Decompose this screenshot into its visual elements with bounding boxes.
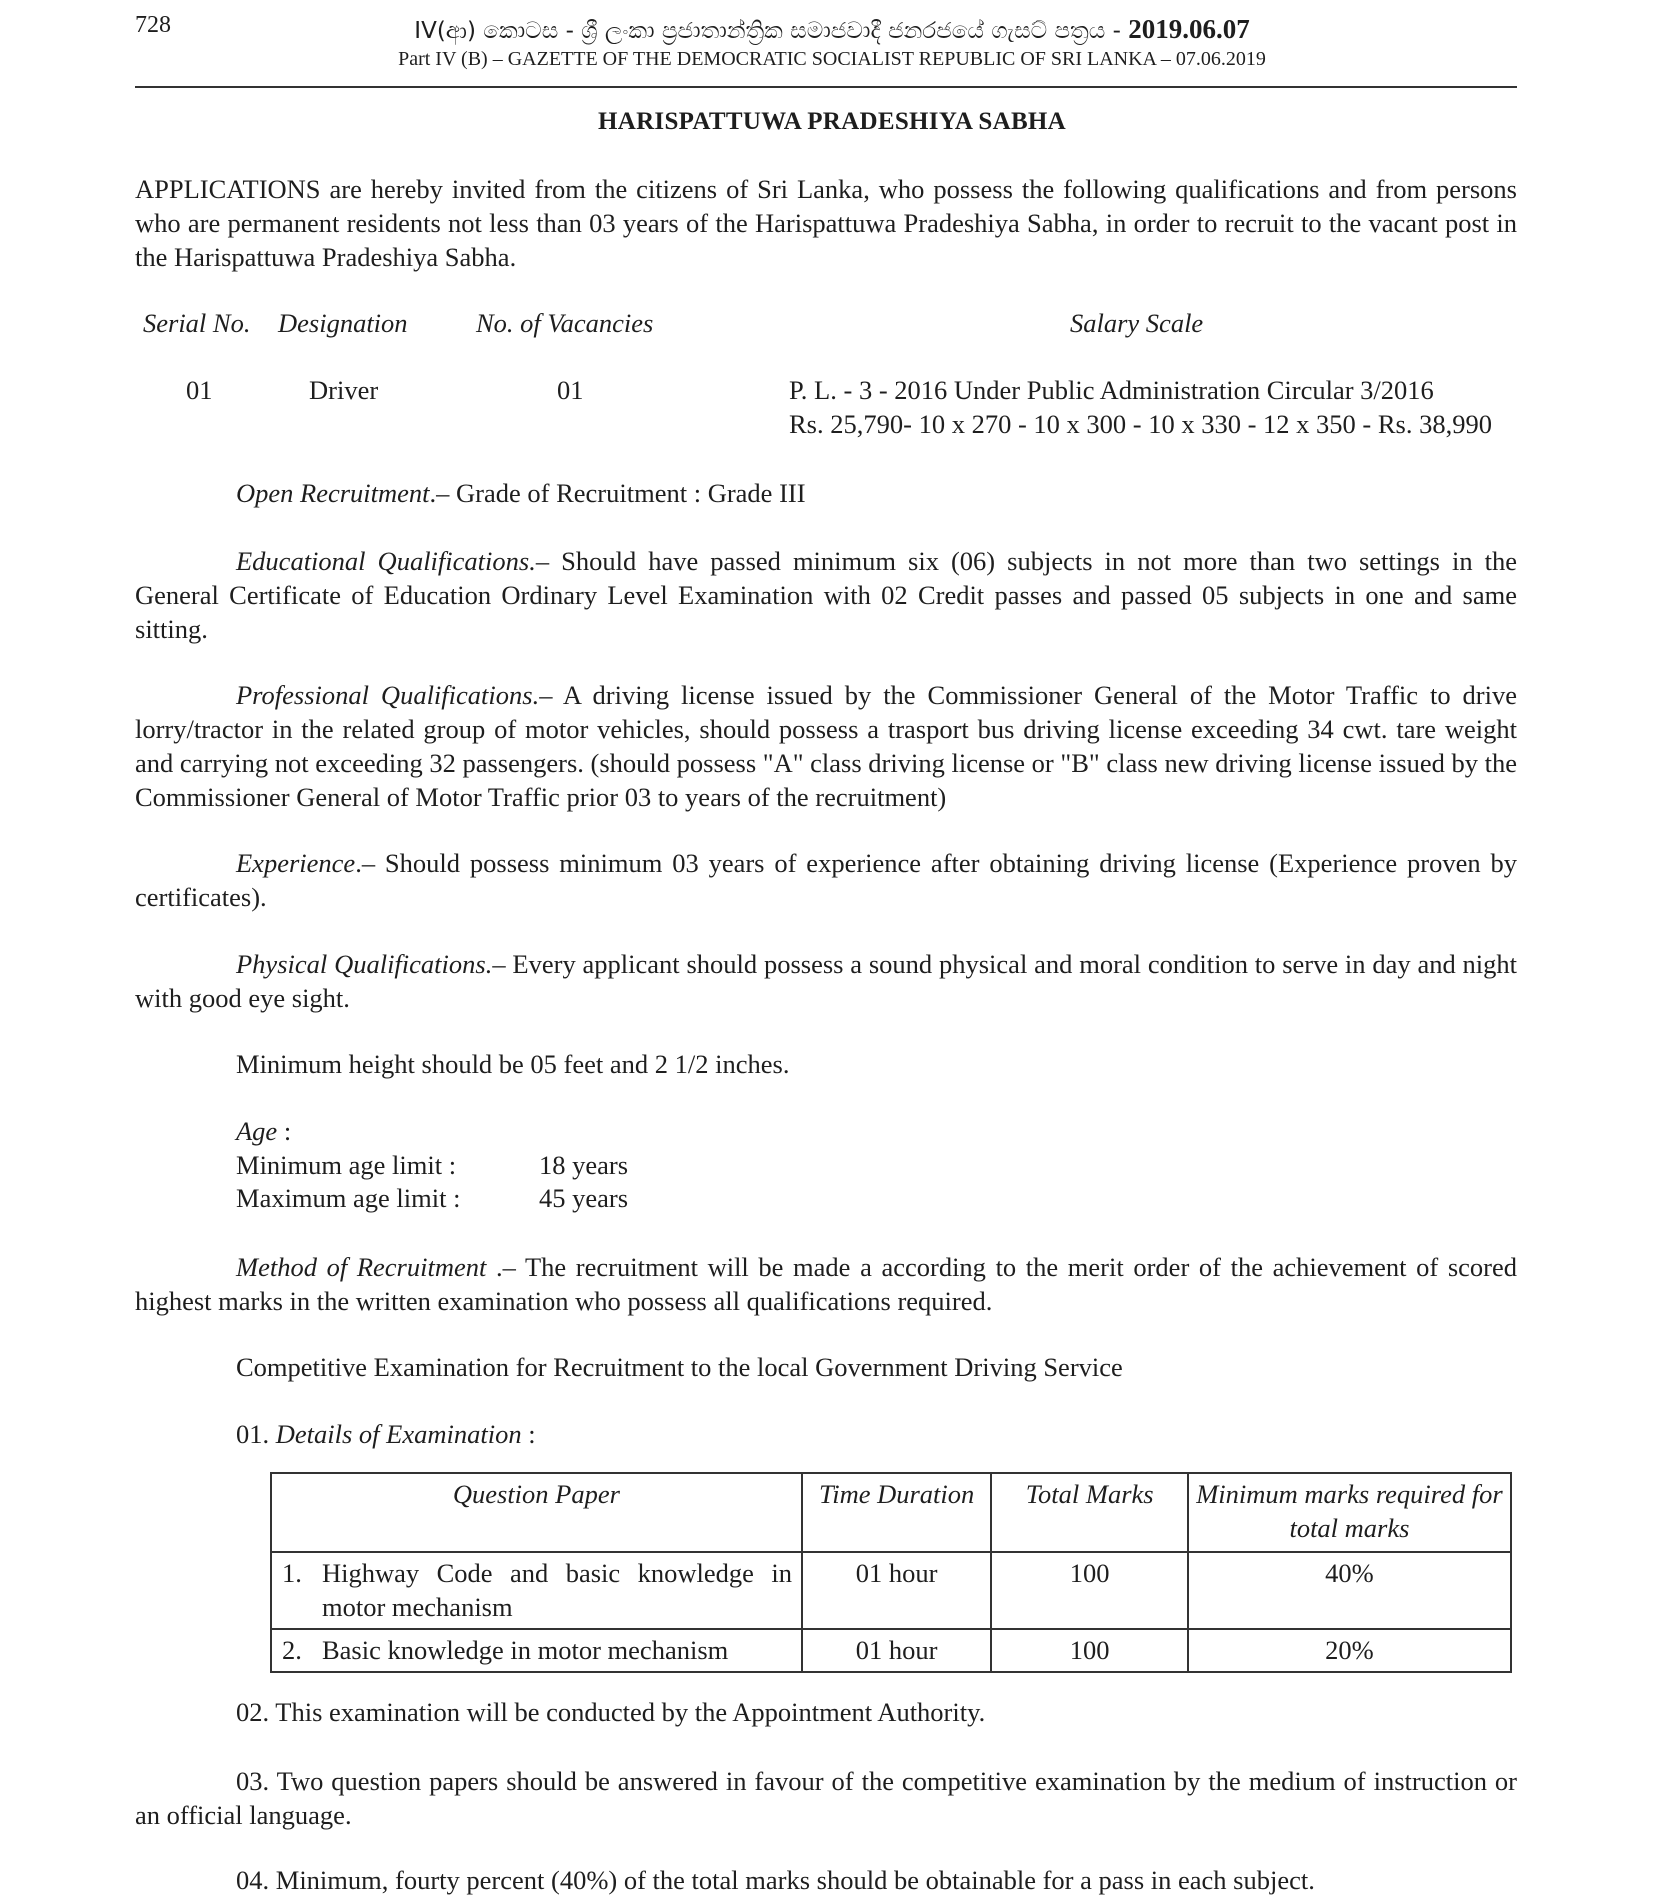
post-salary-line2: Rs. 25,790- 10 x 270 - 10 x 300 - 10 x 330 - 12 x 350 - Rs. 38,990 [789,409,1492,439]
age-heading [236,1116,291,1147]
professional-qualifications [135,678,1517,814]
minimum-height: Minimum height should be 05 feet and 2 1/2 inches. [236,1049,790,1079]
sinhala-date: 2019.06.07 [1128,14,1250,44]
details-of-examination [236,1419,536,1450]
question-paper-cell [271,1552,802,1629]
time-duration-cell: 01 hour [802,1552,992,1629]
min-age-value: 18 years [539,1150,629,1180]
professional-label: Professional Qualifications. [236,680,540,710]
details-number: 01. [236,1419,276,1449]
competitive-exam-heading: Competitive Examination for Recruitment to the local Government Driving Service [236,1352,1123,1382]
item-03: 03. Two question papers should be answered in favour of the competitive examination by the medium of instruction or an official language. [135,1766,1517,1830]
open-recruitment [236,476,1517,510]
row-number: 2. [282,1635,302,1665]
header-divider [135,86,1517,88]
gazette-header-english: Part IV (B) – GAZETTE OF THE DEMOCRATIC SOCIALIST REPUBLIC OF SRI LANKA – 07.06.2019 [398,48,1266,70]
educational-text: – Should have passed minimum six (06) subjects in not more than two settings in the General Certificate of Education Ordinary Level Examination with 02 Credit passes and passed 05 subjects in one and same sitting. [135,546,1517,644]
open-recruitment-text: .– Grade of Recruitment : Grade III [429,478,806,508]
sinhala-title: IV(ආ) කොටස - ශ්‍රී ලංකා ප්‍රජාතාන්ත්‍රික සමාජවාදී ජනරජයේ ගැසට් පත්‍රය - [414,18,1129,44]
header-total-marks: Total Marks [991,1473,1187,1552]
physical-qualifications [135,947,1517,1015]
educational-qualifications [135,544,1517,646]
row-number: 1. [282,1558,302,1588]
post-serial: 01 [186,375,213,405]
notice-title: HARISPATTUWA PRADESHIYA SABHA [597,108,1067,135]
minimum-marks-cell: 40% [1188,1552,1511,1629]
item-04: 04. Minimum, fourty percent (40%) of the total marks should be obtainable for a pass in each subject. [236,1865,1315,1895]
intro-paragraph: APPLICATIONS are hereby invited from the citizens of Sri Lanka, who possess the following qualifications and from persons who are permanent residents not less than 03 years of the Harispattuwa Pradeshiya Sabha, in order to recruit to the vacant post in the Harispattuwa Pradeshiya Sabha. [135,174,1517,272]
time-duration-cell: 01 hour [802,1629,992,1672]
professional-text: – A driving license issued by the Commissioner General of the Motor Traffic to drive lorry/tractor in the related group of motor vehicles, should possess a trasport bus driving license exceeding 34 cwt. tare weight and carrying not exceeding 32 passengers. (should possess "A" class driving license or "B" class new driving license issued by the Commissioner General of Motor Traffic prior 03 to years of the recruitment) [135,680,1517,812]
physical-text: – Every applicant should possess a sound physical and moral condition to serve in day and night with good eye sight. [135,949,1518,1013]
open-recruitment-label: Open Recruitment [236,478,430,508]
header-designation: Designation [278,308,408,338]
item-02: 02. This examination will be conducted by the Appointment Authority. [236,1697,986,1727]
experience [135,846,1517,914]
header-serial-no: Serial No. [143,308,251,338]
details-label: Details of Examination [275,1419,522,1449]
exam-table [270,1472,1512,1673]
physical-label: Physical Qualifications. [236,949,493,979]
method-text: .– The recruitment will be made a according to the merit order of the achievement of scored highest marks in the written examination who possess all qualifications required. [135,1252,1517,1316]
max-age-value: 45 years [539,1183,629,1213]
minimum-marks-cell: 20% [1188,1629,1511,1672]
exam-table-header-row [271,1473,1511,1552]
method-label: Method of Recruitment [236,1252,487,1282]
question-paper-name: Basic knowledge in motor mechanism [322,1635,729,1665]
header-question-paper: Question Paper [271,1473,802,1552]
experience-text: .– Should possess minimum 03 years of experience after obtaining driving license (Experience proven by certificates). [135,848,1517,912]
experience-label: Experience [236,848,356,878]
table-row [271,1629,1511,1672]
header-vacancies: No. of Vacancies [476,308,654,338]
max-age-label: Maximum age limit : [236,1183,461,1213]
min-age-label: Minimum age limit : [236,1150,457,1180]
table-row [271,1552,1511,1629]
post-designation: Driver [309,375,379,405]
age-colon: : [277,1116,292,1146]
post-salary-line1: P. L. - 3 - 2016 Under Public Administration Circular 3/2016 [789,375,1434,405]
header-time-duration: Time Duration [802,1473,992,1552]
question-paper-cell [271,1629,802,1672]
age-label: Age [236,1116,278,1146]
header-salary-scale: Salary Scale [1070,308,1204,338]
educational-label: Educational Qualifications. [236,546,536,576]
header-minimum-marks: Minimum marks required for total marks [1188,1473,1511,1552]
question-paper-name: Highway Code and basic knowledge in motor mechanism [322,1558,792,1622]
gazette-header-sinhala [0,14,1654,45]
post-vacancies: 01 [557,375,584,405]
total-marks-cell: 100 [991,1552,1187,1629]
method-of-recruitment [135,1250,1517,1318]
page-number: 728 [135,12,171,38]
total-marks-cell: 100 [991,1629,1187,1672]
details-suffix: : [521,1419,536,1449]
